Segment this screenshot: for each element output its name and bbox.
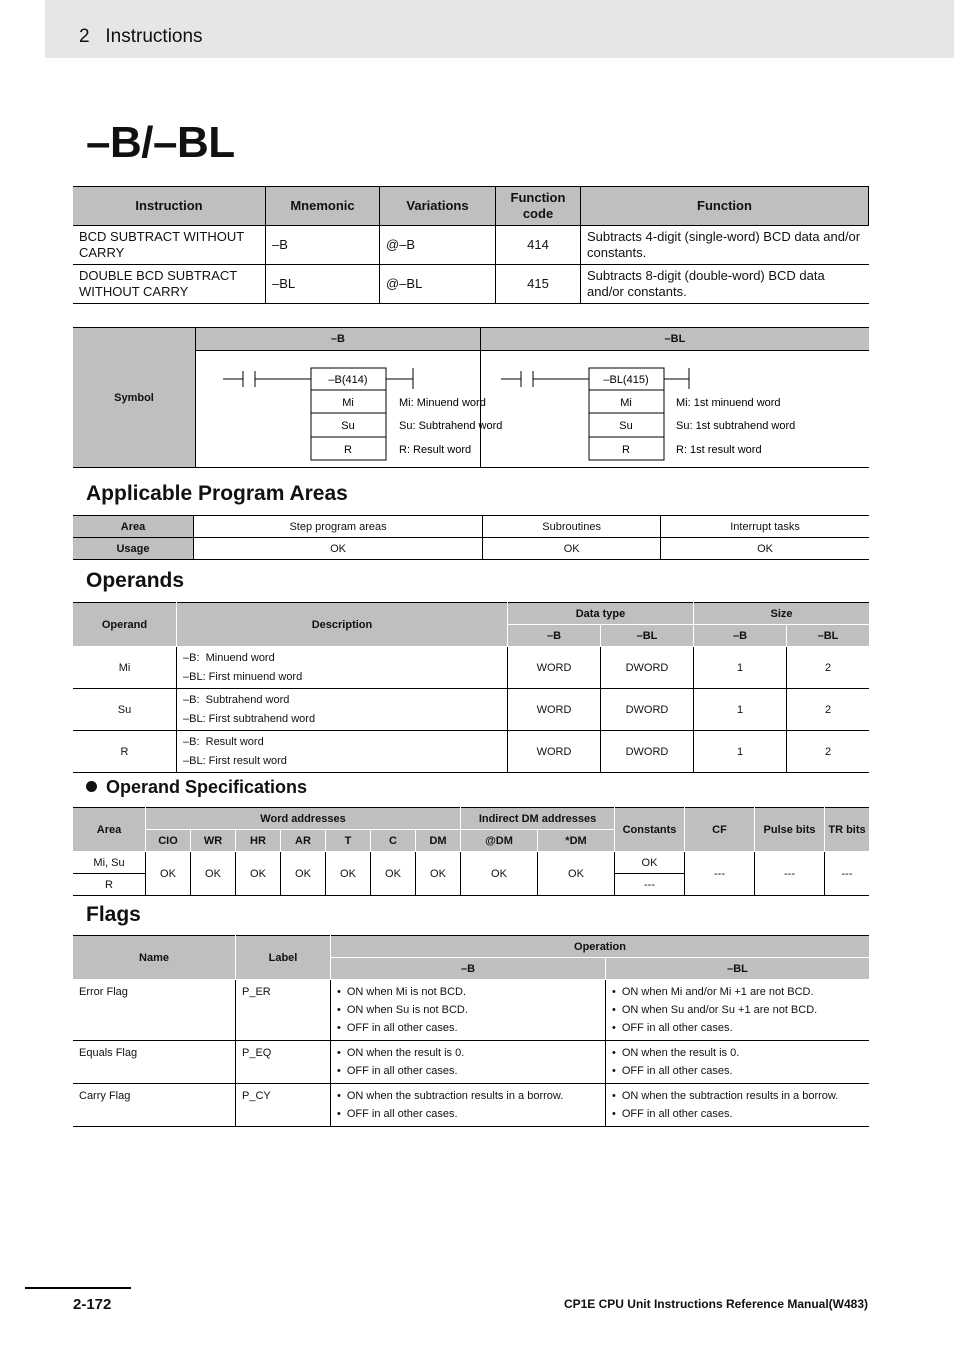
section-heading: Operands: [86, 569, 185, 592]
spec-cell: OK: [416, 852, 461, 896]
spec-cell: OK: [326, 852, 371, 896]
list-item: • OFF in all other cases.: [337, 1019, 599, 1037]
col-type-bl: –BL: [601, 625, 694, 647]
area-cell: Step program areas: [194, 516, 483, 538]
operands-table: [73, 602, 869, 773]
col-op-bl: –BL: [606, 958, 870, 980]
page-number: 2-172: [73, 1296, 112, 1313]
section-title: 2 Instructions: [79, 26, 203, 47]
operand-name: Su: [73, 689, 177, 731]
spec-cell: OK: [371, 852, 416, 896]
list-item: • OFF in all other cases.: [612, 1062, 863, 1080]
col-tr-bits: TR bits: [825, 808, 870, 852]
type-bl: DWORD: [601, 731, 694, 773]
bullet-icon: [86, 781, 97, 792]
area-cell: Interrupt tasks: [661, 516, 869, 538]
col-constants: Constants: [615, 808, 685, 852]
col-name: Name: [73, 936, 236, 980]
type-b: WORD: [508, 689, 601, 731]
col-cio: CIO: [146, 830, 191, 852]
col-operand: Operand: [73, 603, 177, 647]
usage-cell: OK: [194, 538, 483, 560]
operand-note: R: Result word: [399, 444, 472, 456]
col-wr: WR: [191, 830, 236, 852]
page-header: [45, 0, 954, 58]
col-mnemonic: Mnemonic: [266, 187, 380, 226]
flag-label: P_CY: [236, 1084, 331, 1127]
ladder-diagram-b: [196, 351, 503, 468]
usage-cell: OK: [483, 538, 661, 560]
list-item: • OFF in all other cases.: [612, 1105, 863, 1123]
cell-instruction: DOUBLE BCD SUBTRACT WITHOUT CARRY: [73, 265, 266, 304]
spec-cell: ---: [615, 874, 685, 896]
col-function-code: Function code: [496, 187, 581, 226]
spec-cell: OK: [146, 852, 191, 896]
list-item: • ON when Mi is not BCD.: [337, 983, 599, 1001]
symbol-table: [73, 327, 869, 468]
operand-specs-table: [73, 807, 869, 896]
spec-cell: OK: [236, 852, 281, 896]
col-type-b: –B: [508, 625, 601, 647]
area-mi-su: Mi, Su: [73, 852, 146, 874]
cell-variations: @–BL: [380, 265, 496, 304]
col-size-bl: –BL: [787, 625, 870, 647]
type-bl: DWORD: [601, 647, 694, 689]
ladder-diagram-bl: [480, 351, 869, 468]
operand-description: [177, 731, 508, 773]
flags-table: [73, 935, 869, 1127]
desc-line: –BL: First result word: [183, 754, 287, 767]
list-item: • ON when Su is not BCD.: [337, 1001, 599, 1019]
operand-note: Mi: Minuend word: [399, 397, 486, 409]
col-size: Size: [694, 603, 870, 625]
spec-cell: OK: [615, 852, 685, 874]
box-operand: R: [621, 444, 630, 456]
list-item: • ON when the result is 0.: [337, 1044, 599, 1062]
symbol-b-header: –B: [196, 328, 481, 351]
spec-cell: OK: [281, 852, 326, 896]
col-star-dm: *DM: [538, 830, 615, 852]
col-cf: CF: [685, 808, 755, 852]
usage-label: Usage: [73, 538, 194, 560]
cell-mnemonic: –BL: [266, 265, 380, 304]
box-operand: Su: [619, 420, 633, 432]
page-title: –B/–BL: [86, 118, 235, 167]
flag-op-bl: [606, 1041, 870, 1084]
symbol-bl-header: –BL: [480, 328, 869, 351]
operand-note: Su: 1st subtrahend word: [675, 420, 796, 432]
list-item: • ON when the result is 0.: [612, 1044, 863, 1062]
box-title: –B(414): [328, 374, 368, 386]
list-item: • ON when Su and/or Su +1 are not BCD.: [612, 1001, 863, 1019]
cell-function-code: 414: [496, 226, 581, 265]
flag-op-b: [331, 1041, 606, 1084]
flag-op-bl: [606, 1084, 870, 1127]
table-row: [73, 647, 869, 689]
instruction-table: [73, 186, 869, 304]
desc-line: –B: Subtrahend word: [183, 693, 290, 706]
list-item: • OFF in all other cases.: [337, 1105, 599, 1123]
col-variations: Variations: [380, 187, 496, 226]
spec-cell: ---: [685, 852, 755, 896]
area-label: Area: [73, 516, 194, 538]
col-description: Description: [177, 603, 508, 647]
area-cell: Subroutines: [483, 516, 661, 538]
list-item: • ON when Mi and/or Mi +1 are not BCD.: [612, 983, 863, 1001]
spec-cell: OK: [538, 852, 615, 896]
operand-name: Mi: [73, 647, 177, 689]
flag-label: P_EQ: [236, 1041, 331, 1084]
list-item: • ON when the subtraction results in a borrow.: [612, 1087, 863, 1105]
cell-function: Subtracts 4-digit (single-word) BCD data and/or constants.: [581, 226, 869, 265]
box-operand: Mi: [342, 397, 354, 409]
col-area: Area: [73, 808, 146, 852]
col-ar: AR: [281, 830, 326, 852]
col-function: Function: [581, 187, 869, 226]
box-operand: R: [344, 444, 352, 456]
type-b: WORD: [508, 731, 601, 773]
col-dm: DM: [416, 830, 461, 852]
type-b: WORD: [508, 647, 601, 689]
operand-note: Su: Subtrahend word: [399, 420, 503, 432]
col-size-b: –B: [694, 625, 787, 647]
flag-label: P_ER: [236, 980, 331, 1041]
col-indirect-dm: Indirect DM addresses: [461, 808, 615, 830]
section-heading: Applicable Program Areas: [86, 482, 348, 505]
table-row: [73, 1041, 869, 1084]
flag-name: Equals Flag: [73, 1041, 236, 1084]
operand-name: R: [73, 731, 177, 773]
table-row: [73, 265, 869, 304]
box-title: –BL(415): [603, 374, 649, 386]
table-row: [73, 226, 869, 265]
size-b: 1: [694, 731, 787, 773]
spec-cell: OK: [191, 852, 236, 896]
size-b: 1: [694, 689, 787, 731]
desc-line: –B: Minuend word: [183, 651, 275, 664]
cell-function-code: 415: [496, 265, 581, 304]
operand-description: [177, 689, 508, 731]
desc-line: –B: Result word: [183, 735, 264, 748]
size-bl: 2: [787, 689, 870, 731]
subsection-heading-text: Operand Specifications: [106, 777, 308, 797]
table-row: [73, 1084, 869, 1127]
flag-op-b: [331, 1084, 606, 1127]
col-c: C: [371, 830, 416, 852]
col-t: T: [326, 830, 371, 852]
flag-name: Error Flag: [73, 980, 236, 1041]
program-areas-table: [73, 515, 869, 560]
size-bl: 2: [787, 647, 870, 689]
col-hr: HR: [236, 830, 281, 852]
col-pulse-bits: Pulse bits: [755, 808, 825, 852]
desc-line: –BL: First subtrahend word: [183, 712, 316, 725]
operand-note: Mi: 1st minuend word: [675, 397, 781, 409]
table-row: [73, 731, 869, 773]
list-item: • OFF in all other cases.: [337, 1062, 599, 1080]
box-operand: Su: [341, 420, 355, 432]
cell-variations: @–B: [380, 226, 496, 265]
section-heading: Flags: [86, 903, 141, 926]
table-row: [73, 689, 869, 731]
flag-name: Carry Flag: [73, 1084, 236, 1127]
cell-instruction: BCD SUBTRACT WITHOUT CARRY: [73, 226, 266, 265]
spec-cell: OK: [461, 852, 538, 896]
operand-note: R: 1st result word: [675, 444, 762, 456]
spec-cell: ---: [825, 852, 870, 896]
box-operand: Mi: [620, 397, 632, 409]
size-bl: 2: [787, 731, 870, 773]
col-label: Label: [236, 936, 331, 980]
cell-function: Subtracts 8-digit (double-word) BCD data and/or constants.: [581, 265, 869, 304]
footer-rule: [25, 1287, 131, 1289]
col-word-addresses: Word addresses: [146, 808, 461, 830]
flag-op-bl: [606, 980, 870, 1041]
col-operation: Operation: [331, 936, 870, 958]
ladder-symbol-bl: [481, 351, 818, 467]
col-at-dm: @DM: [461, 830, 538, 852]
list-item: • OFF in all other cases.: [612, 1019, 863, 1037]
operand-description: [177, 647, 508, 689]
table-row: [73, 980, 869, 1041]
spec-cell: ---: [755, 852, 825, 896]
desc-line: –BL: First minuend word: [183, 670, 303, 683]
area-r: R: [105, 878, 113, 891]
table-row: [73, 852, 869, 874]
list-item: • ON when the subtraction results in a borrow.: [337, 1087, 599, 1105]
type-bl: DWORD: [601, 689, 694, 731]
cell-mnemonic: –B: [266, 226, 380, 265]
col-instruction: Instruction: [73, 187, 266, 226]
manual-title: CP1E CPU Unit Instructions Reference Manual(W483): [563, 1297, 868, 1311]
symbol-label: Symbol: [73, 328, 196, 468]
size-b: 1: [694, 647, 787, 689]
flag-op-b: [331, 980, 606, 1041]
col-data-type: Data type: [508, 603, 694, 625]
subsection-heading: [86, 777, 307, 798]
col-op-b: –B: [331, 958, 606, 980]
usage-cell: OK: [661, 538, 869, 560]
